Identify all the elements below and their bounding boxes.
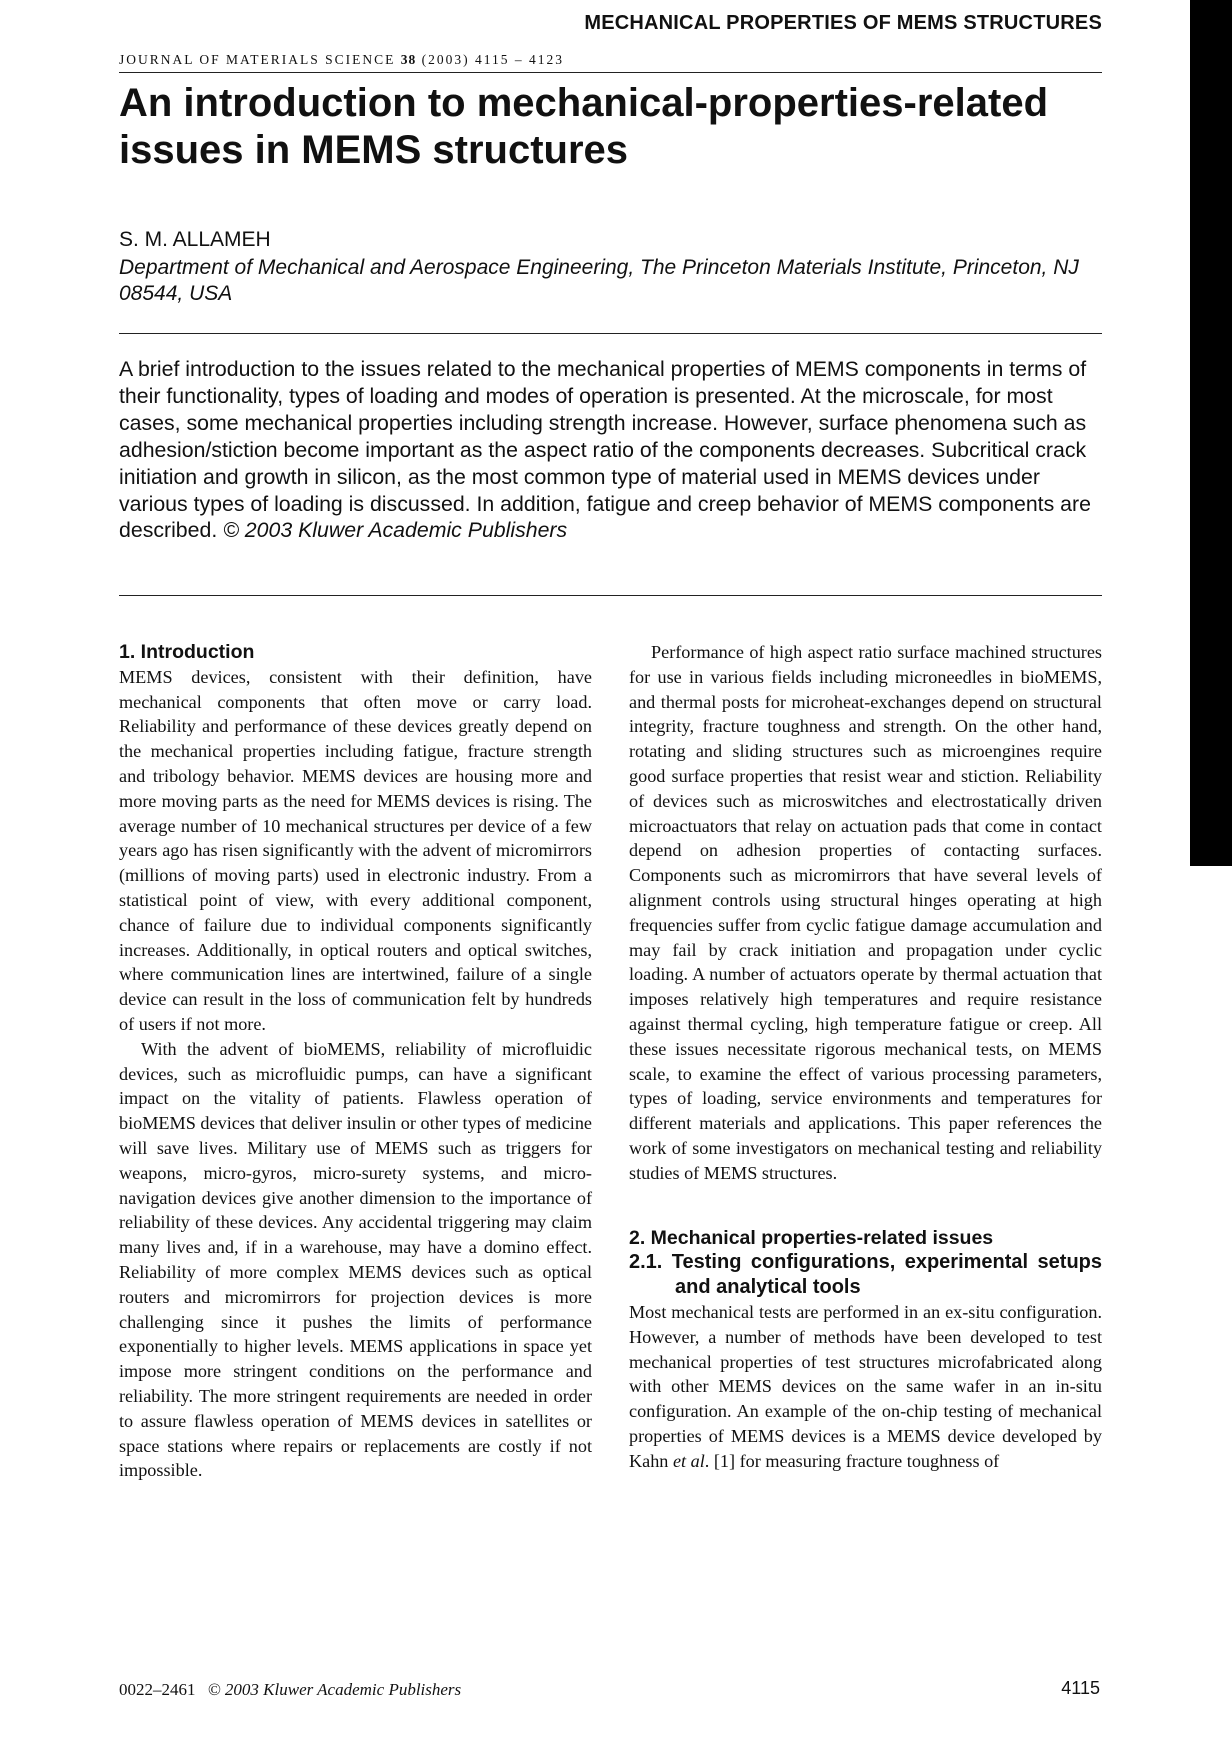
footer-copyright: © 2003 Kluwer Academic Publishers [207,1680,462,1699]
journal-citation [119,52,564,68]
section-heading-mechanical-properties: 2. Mechanical properties-related issues [629,1226,994,1249]
author-affiliation: Department of Mechanical and Aerospace Engineering, The Princeton Materials Institute, Princeton, NJ 08544, USA [119,256,1079,305]
abstract-top-rule [119,333,1102,334]
page-number: 4115 [1061,1678,1100,1698]
paragraph-text: Most mechanical tests are performed in an ex-situ configuration. However, a number of methods have been developed to test mechanical properties of test structures microfabricated along with other MEMS devices on the same wafer in an in-situ configuration. An example of the on-chip testing of mechanical properties of MEMS devices is a MEMS device developed by Kahn [629,1301,1102,1471]
footer-issn-copyright [119,1680,461,1700]
journal-volume: 38 [400,52,417,67]
subsection-heading-testing-configurations: 2.1. Testing configurations, experimental setups and analytical tools [629,1251,1102,1299]
right-column [629,640,1102,1474]
article-title: An introduction to mechanical-properties-related issues in MEMS structures [119,81,1049,172]
black-edge-tab [1190,0,1232,866]
paragraph-text-end: . [1] for measuring fracture toughness of [704,1450,1000,1471]
abstract-text: A brief introduction to the issues related to the mechanical properties of MEMS components in terms of their functionality, types of loading and modes of operation is presented. At the microscale, for most cases, some mechanical properties including strength increase. However, surface phenomena such as adhesion/stiction become important as the aspect ratio of the components decreases. Subcritical crack initiation and growth in silicon, as the most common type of material used in MEMS devices under various types of loading is discussed. In addition, fatigue and creep behavior of MEMS components are described. [119,357,1091,543]
section-heading-introduction: 1. Introduction [119,641,255,663]
abstract [119,356,1102,544]
header-rule [119,72,1102,73]
et-al: et al [672,1450,705,1471]
paragraph [629,1300,1102,1474]
abstract-bottom-rule [119,595,1102,596]
journal-name: JOURNAL OF MATERIALS SCIENCE [119,52,396,67]
paragraph: MEMS devices, consistent with their definition, have mechanical components that often move or carry load. Reliability and performance of these devices greatly depend on the mechanical properties including fatigue, fracture strength and tribology behavior. MEMS devices are housing more and more moving parts as the need for MEMS devices is rising. The average number of 10 mechanical structures per device of a few years ago has risen significantly with the advent of micromirrors (millions of moving parts) used in electronic industry. From a statistical point of view, with every additional component, chance of failure due to individual components significantly increases. Additionally, in optical routers and optical switches, where communication lines are intertwined, failure of a single device can result in the loss of communication felt by hundreds of users if not more. [119,666,592,1034]
footer-issn: 0022–2461 [119,1680,196,1699]
paragraph: With the advent of bioMEMS, reliability of microfluidic devices, such as microfluidic pumps, can have a significant impact on the vitality of patients. Flawless operation of bioMEMS devices that deliver insulin or other types of medicine will save lives. Military use of MEMS such as triggers for weapons, micro-gyros, micro-surety systems, and micro-navigation devices give another dimension to the importance of reliability of these devices. Any accidental triggering may claim many lives and, if in a warehouse, may have a domino effect. Reliability of more complex MEMS devices such as optical routers and micromirrors for projection devices is more challenging since it pushes the limits of performance exponentially to higher levels. MEMS applications in space yet impose more stringent conditions on the performance and reliability. The more stringent requirements are needed in order to assure flawless operation of MEMS devices in satellites or space stations where repairs or replacements are costly if not impossible. [119,1038,592,1481]
journal-year-pages: (2003) 4115 – 4123 [421,52,565,67]
author-name: S. M. ALLAMEH [119,228,271,251]
section-tag: MECHANICAL PROPERTIES OF MEMS STRUCTURES [584,12,1102,34]
paragraph: Performance of high aspect ratio surface machined structures for use in various fields including microneedles in bioMEMS, and thermal posts for microheat-exchanges depend on structural integrity, fracture toughness and strength. On the other hand, rotating and sliding structures such as microengines require good surface properties that resist wear and stiction. Reliability of devices such as microswitches and electrostatically driven microactuators that relay on actuation pads that come in contact depend on adhesion properties of contacting surfaces. Components such as micromirrors that have several levels of alignment controls using structural hinges operating at high frequencies suffer from cyclic fatigue damage accumulation and may fail by crack initiation and propagation under cyclic loading. A number of actuators operate by thermal actuation that imposes relatively high temperatures and require resistance against thermal cycling, high temperature fatigue or creep. All these issues necessitate rigorous mechanical tests, on MEMS scale, to examine the effect of various processing parameters, types of loading, service environments and temperatures for different materials and applications. This paper references the work of some investigators on mechanical testing and reliability studies of MEMS structures. [629,642,1102,1183]
left-column [119,640,592,1483]
abstract-copyright: © 2003 Kluwer Academic Publishers [223,518,568,543]
